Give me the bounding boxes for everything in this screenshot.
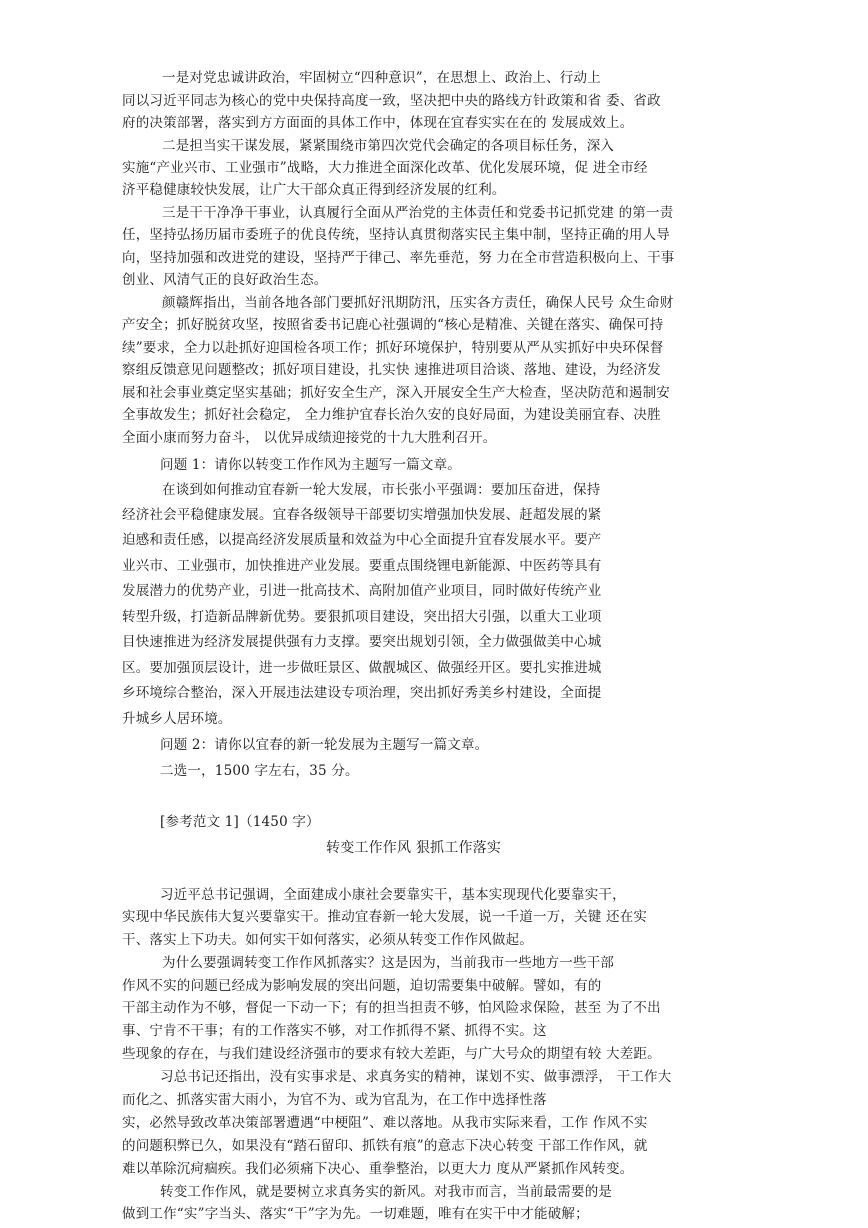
paragraph-line: 府的决策部署，落实到方方面面的具体工作中，体现在宜春实实在在的 发展成效上。 [122,115,634,131]
paragraph-line: 经济社会平稳健康发展。宜春各级领导干部要切实增强加快发展、赶超发展的紧 [122,507,602,523]
paragraph-line: 干部主动作为不够，督促一下动一下；有的担当担责不够，怕风险求保险，甚至 为了不出 [122,1000,661,1016]
question-1: 问题 1：请你以转变工作作风为主题写一篇文章。 [160,457,461,473]
paragraph-line: 乡环境综合整治，深入开展违法建设专项治理，突出抓好秀美乡村建设，全面提 [122,685,602,701]
paragraph-line: 一是对党忠诚讲政治，牢固树立“四种意识”，在思想上、政治上、行动上 [162,70,601,86]
paragraph-line: 展和社会事业奠定坚实基础；抓好安全生产，深入开展安全生产大检查，坚决防范和遏制安 [122,385,670,401]
paragraph-line: 续”要求，全力以赴抓好迎国检各项工作；抓好环境保护，特别要从严从实抓好中央环保督 [122,340,664,356]
paragraph-line: 向，坚持加强和改进党的建设，坚持严于律己、率先垂范，努 力在全市营造积极向上、干事 [122,250,675,266]
paragraph-line: 转变工作作风，就是要树立求真务实的新风。对我市而言，当前最需要的是 [160,1184,613,1200]
essay-title: 转变工作作风 狠抓工作落实 [326,840,502,856]
paragraph-line: 区。要加强顶层设计，进一步做旺景区、做靓城区、做强经开区。要扎实推进城 [122,660,602,676]
paragraph-line: 产安全；抓好脱贫攻坚，按照省委书记鹿心社强调的“核心是精准、关键在落实、确保可持 [122,317,664,333]
paragraph-line: 任，坚持弘扬历届市委班子的优良传统，坚持认真贯彻落实民主集中制，坚持正确的用人导 [122,227,670,243]
paragraph-line: 转型升级，打造新品牌新优势。要狠抓项目建设，突出招大引强，以重大工业项 [122,609,602,625]
paragraph-line: 的问题积弊已久，如果没有“踏石留印、抓铁有痕”的意志下决心转变 干部工作作风，就 [122,1138,648,1154]
instruction-line: 二选一，1500 字左右，35 分。 [160,763,359,779]
paragraph-line: 做到工作“实”字当头、落实“干”字为先。一切难题，唯有在实干中才能破解； [122,1206,589,1222]
paragraph-line: 习总书记还指出，没有实事求是、求真务实的精神，谋划不实、做事漂浮， 干工作大 [160,1069,672,1085]
paragraph-line: 实，必然导致改革决策部署遭遇“中梗阻”、难以落地。从我市实际来看，工作 作风不实 [122,1115,648,1131]
paragraph-line: 为什么要强调转变工作作风抓落实？这是因为，当前我市一些地方一些干部 [162,955,615,971]
paragraph-line: 干、落实上下功夫。如何实干如何落实，必须从转变工作作风做起。 [122,932,533,948]
paragraph-line: 习近平总书记强调，全面建成小康社会要靠实干，基本实现现代化要靠实干， [160,887,626,903]
paragraph-line: 作风不实的问题已经成为影响发展的突出问题，迫切需要集中破解。譬如，有的 [122,978,602,994]
paragraph-line: 在谈到如何推动宜春新一轮大发展，市长张小平强调：要加压奋进，保持 [162,482,601,498]
paragraph-line: 三是干干净净干事业，认真履行全面从严治党的主体责任和党委书记抓党建 的第一责 [162,205,674,221]
paragraph-line: 些现象的存在，与我们建设经济强市的要求有较大差距，与广大号众的期望有较 大差距。 [122,1046,661,1062]
paragraph-line: 同以习近平同志为核心的党中央保持高度一致，坚决把中央的路线方针政策和省 委、省政 [122,93,661,109]
paragraph-line: 创业、风清气正的良好政治生态。 [122,272,328,288]
paragraph-line: 济平稳健康较快发展，让广大干部众真正得到经济发展的红利。 [122,182,506,198]
paragraph-line: 而化之、抓落实雷大雨小，为官不为、或为官乱为，在工作中选择性落 [122,1092,547,1108]
question-2: 问题 2：请你以宜春的新一轮发展为主题写一篇文章。 [160,737,489,753]
paragraph-line: 业兴市、工业强市，加快推进产业发展。要重点围绕锂电新能源、中医药等具有 [122,558,602,574]
paragraph-line: 察组反馈意见问题整改；抓好项目建设，扎实快 速推进项目洽谈、落地、建设，为经济发 [122,362,661,378]
paragraph-line: 迫感和责任感，以提高经济发展质量和效益为中心全面提升宜春发展水平。要产 [122,532,602,548]
paragraph-line: 事、宁肯不干事；有的工作落实不够，对工作抓得不紧、抓得不实。这 [122,1023,547,1039]
reference-label: [参考范文 1]（1450 字） [160,814,320,830]
paragraph-line: 目快速推进为经济发展提供强有力支撑。要突出规划引领，全力做强做美中心城 [122,634,602,650]
paragraph-line: 全事故发生；抓好社会稳定， 全力维护宜春长治久安的良好局面，为建设美丽宜春、决胜 [122,407,661,423]
paragraph-line: 二是担当实干谋发展，紧紧围绕市第四次党代会确定的各项目标任务，深入 [162,138,615,154]
paragraph-line: 实现中华民族伟大复兴要靠实干。推动宜春新一轮大发展，说一千道一万，关键 还在实 [122,909,648,925]
paragraph-line: 升城乡人居环境。 [122,711,232,727]
paragraph-line: 实施“产业兴市、工业强市”战略，大力推进全面深化改革、优化发展环境，促 进全市经 [122,160,648,176]
paragraph-line: 颜赣辉指出，当前各地各部门要抓好汛期防汛，压实各方责任，确保人民号 众生命财 [162,295,674,311]
paragraph-line: 发展潜力的优势产业，引进一批高技术、高附加值产业项目，同时做好传统产业 [122,583,602,599]
paragraph-line: 全面小康而努力奋斗， 以优异成绩迎接党的十九大胜利召开。 [122,430,497,446]
paragraph-line: 难以革除沉疴痼疾。我们必须痛下决心、重拳整治，以更大力 度从严紧抓作风转变。 [122,1161,634,1177]
